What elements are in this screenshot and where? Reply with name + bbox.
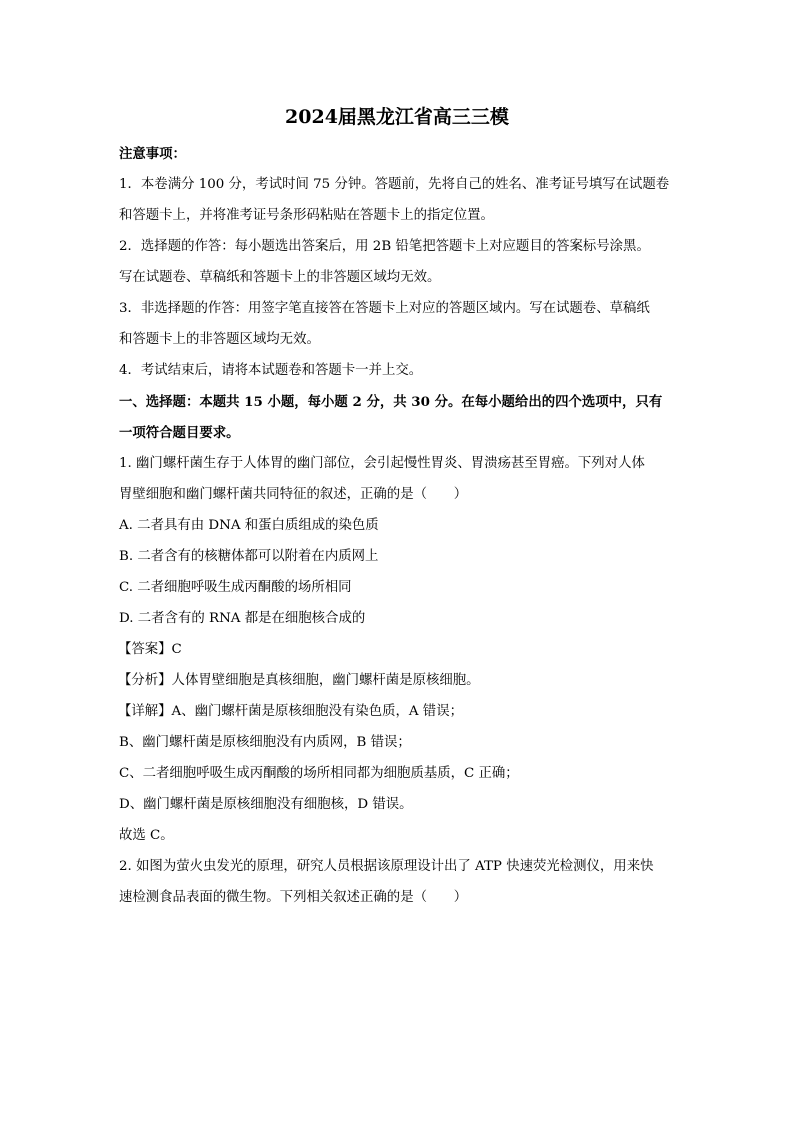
notice-line-6: 和答题卡上的非答题区域均无效。 <box>119 332 320 347</box>
q1-answer: 【答案】C <box>118 642 182 657</box>
q2-stem-line-1: 2. 如图为萤火虫发光的原理，研究人员根据该原理设计出了 ATP 快速荧光检测仪，用来快 <box>119 859 654 874</box>
q1-stem-line-2: 胃壁细胞和幽门螺杆菌共同特征的叙述，正确的是（ ） <box>119 487 468 502</box>
notice-line-1: 1．本卷满分 100 分，考试时间 75 分钟。答题前，先将自己的姓名、准考证号填写在试题卷 <box>119 177 670 192</box>
q1-explanation-line-1: 【详解】A、幽门螺杆菌是原核细胞没有染色质，A 错误； <box>118 704 463 719</box>
q1-conclusion: 故选 C。 <box>119 828 174 843</box>
section-heading-line-1: 一、选择题：本题共 15 小题，每小题 2 分，共 30 分。在每小题给出的四个选项中，只有 <box>119 394 663 410</box>
q1-option-a: A. 二者具有由 DNA 和蛋白质组成的染色质 <box>119 518 379 533</box>
q1-analysis: 【分析】人体胃壁细胞是真核细胞，幽门螺杆菌是原核细胞。 <box>118 673 480 688</box>
notice-line-3: 2．选择题的作答：每小题选出答案后，用 2B 铅笔把答题卡上对应题目的答案标号涂黑。 <box>119 239 650 254</box>
page-title: 2024届黑龙江省高三三模 <box>285 106 509 128</box>
q1-option-b: B. 二者含有的核糖体都可以附着在内质网上 <box>119 549 379 564</box>
q2-stem-line-2: 速检测食品表面的微生物。下列相关叙述正确的是（ ） <box>119 890 468 905</box>
q1-option-c: C. 二者细胞呼吸生成丙酮酸的场所相同 <box>119 580 352 595</box>
notice-line-4: 写在试题卷、草稿纸和答题卡上的非答题区域均无效。 <box>119 270 441 285</box>
notice-heading: 注意事项： <box>119 146 186 162</box>
section-heading-line-2: 一项符合题目要求。 <box>119 425 240 441</box>
q1-option-d: D. 二者含有的 RNA 都是在细胞核合成的 <box>119 611 366 626</box>
q1-explanation-line-3: C、二者细胞呼吸生成丙酮酸的场所相同都为细胞质基质，C 正确； <box>119 766 519 781</box>
notice-line-2: 和答题卡上，并将准考证号条形码粘贴在答题卡上的指定位置。 <box>119 208 494 223</box>
q1-explanation-line-4: D、幽门螺杆菌是原核细胞没有细胞核，D 错误。 <box>119 797 413 812</box>
notice-line-5: 3．非选择题的作答：用签字笔直接答在答题卡上对应的答题区域内。写在试题卷、草稿纸 <box>119 301 650 316</box>
q1-stem-line-1: 1. 幽门螺杆菌生存于人体胃的幽门部位，会引起慢性胃炎、胃溃疡甚至胃癌。下列对人体 <box>119 456 645 471</box>
q1-explanation-line-2: B、幽门螺杆菌是原核细胞没有内质网，B 错误； <box>119 735 411 750</box>
notice-line-7: 4．考试结束后，请将本试题卷和答题卡一并上交。 <box>119 363 423 378</box>
